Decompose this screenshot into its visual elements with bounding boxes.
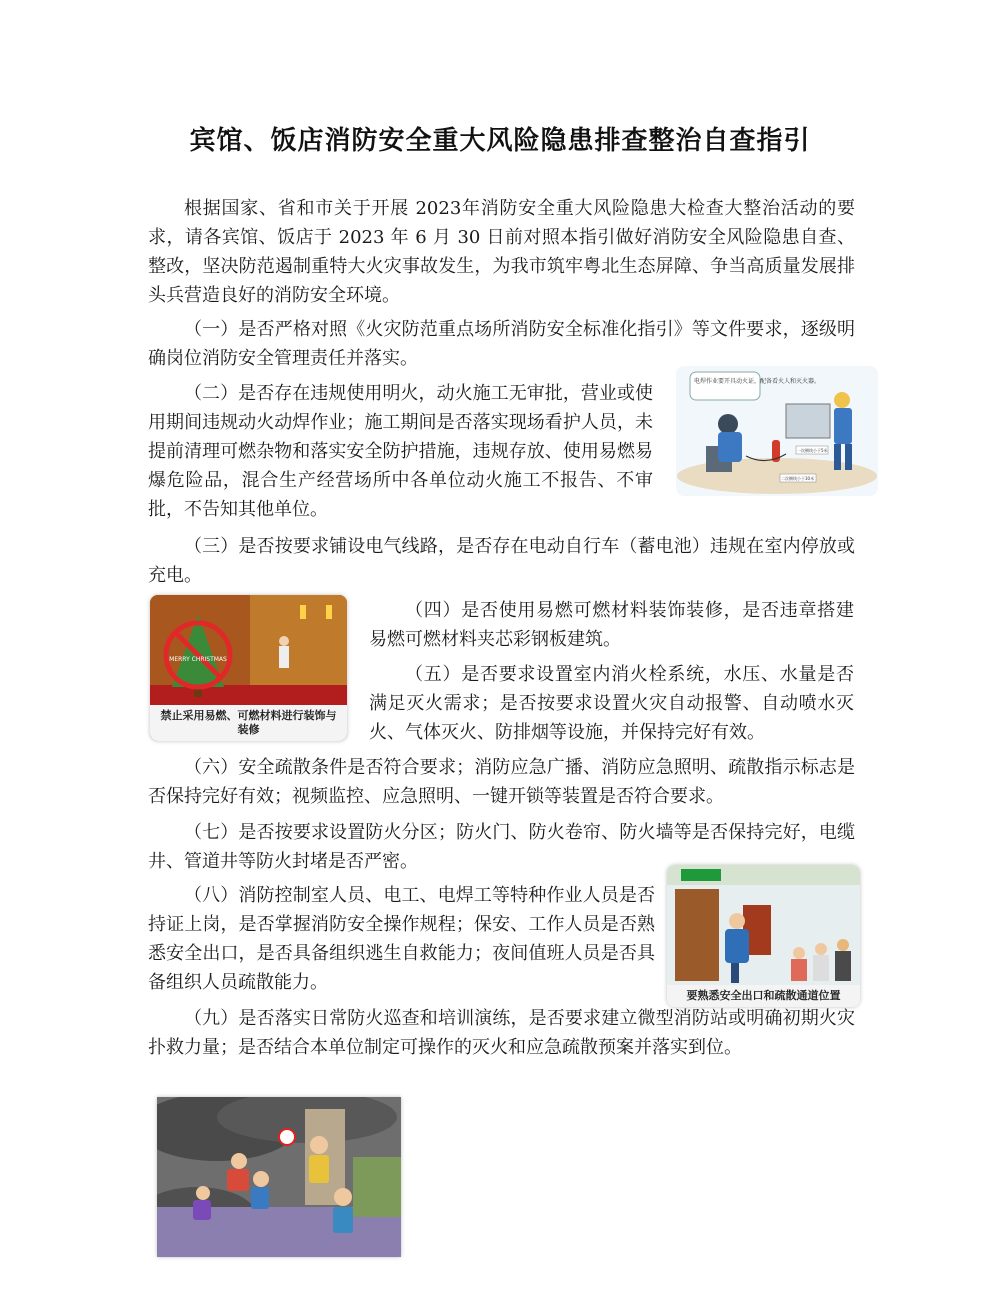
decoration-illustration bbox=[150, 595, 347, 741]
document-title: 宾馆、饭店消防安全重大风险隐患排查整治自查指引 bbox=[189, 126, 811, 156]
welding-bubble-text: 电焊作业要开具动火证，配备看火人和灭火器。 bbox=[694, 378, 821, 385]
decoration-caption: 禁止采用易燃、可燃材料进行装饰与装修 bbox=[150, 705, 347, 741]
intro-paragraph: 根据国家、省和市关于开展 2023年消防安全重大风险隐患大检查大整治活动的要求，请各宾馆、饭店于 2023 年 6 月 30 日前对照本指引做好消防安全风险隐患自查、整改，坚决防范遏制重特大火灾事故发生，为我市筑牢粤北生态屏障、争当高质量发展排头兵营造良好的消防安全环境。 bbox=[148, 198, 855, 306]
escape-illustration bbox=[157, 1097, 401, 1257]
exit-illustration bbox=[667, 865, 860, 1007]
item-5: （五）是否要求设置室内消火栓系统，水压、水量是否满足灭火需求；是否按要求设置火灾自动报警、自动喷水灭火、气体灭火、防排烟等设施，并保持完好有效。 bbox=[369, 664, 854, 743]
welding-illustration bbox=[676, 366, 878, 496]
item-6: （六）安全疏散条件是否符合要求；消防应急广播、消防应急照明、疏散指示标志是否保持完好有效；视频监控、应急照明、一键开锁等装置是否符合要求。 bbox=[148, 757, 855, 807]
item-8: （八）消防控制室人员、电工、电焊工等特种作业人员是否持证上岗，是否掌握消防安全操作规程；保安、工作人员是否熟悉安全出口，是否具备组织逃生自救能力；夜间值班人员是否具备组织人员疏散能力。 bbox=[148, 885, 655, 993]
item-2: （二）是否存在违规使用明火，动火施工无审批，营业或使用期间违规动火动焊作业；施工期间是否落实现场看护人员，未提前清理可燃杂物和落实安全防护措施，违规存放、使用易燃易爆危险品，混合生产经营场所中各单位动火施工不报告、不审批，不告知其他单位。 bbox=[148, 383, 653, 520]
item-4: （四）是否使用易燃可燃材料装饰装修，是否违章搭建易燃可燃材料夹芯彩钢板建筑。 bbox=[369, 600, 854, 650]
welding-label-2: 二次侧线小于30米 bbox=[781, 476, 815, 481]
exit-caption: 要熟悉安全出口和疏散通道位置 bbox=[667, 985, 860, 1007]
item-9: （九）是否落实日常防火巡查和培训演练，是否要求建立微型消防站或明确初期火灾扑救力量；是否结合本单位制定可操作的灭火和应急疏散预案并落实到位。 bbox=[148, 1008, 855, 1058]
item-1: （一）是否严格对照《火灾防范重点场所消防安全标准化指引》等文件要求，逐级明确岗位消防安全管理责任并落实。 bbox=[148, 319, 855, 369]
item-3: （三）是否按要求铺设电气线路，是否存在电动自行车（蓄电池）违规在室内停放或充电。 bbox=[148, 536, 855, 586]
christmas-sign-text: MERRY CHRISTMAS bbox=[169, 656, 227, 663]
welding-label-1: 一次侧线小于5米 bbox=[797, 448, 828, 453]
item-7: （七）是否按要求设置防火分区；防火门、防火卷帘、防火墙等是否保持完好，电缆井、管道井等防火封堵是否严密。 bbox=[148, 822, 855, 872]
